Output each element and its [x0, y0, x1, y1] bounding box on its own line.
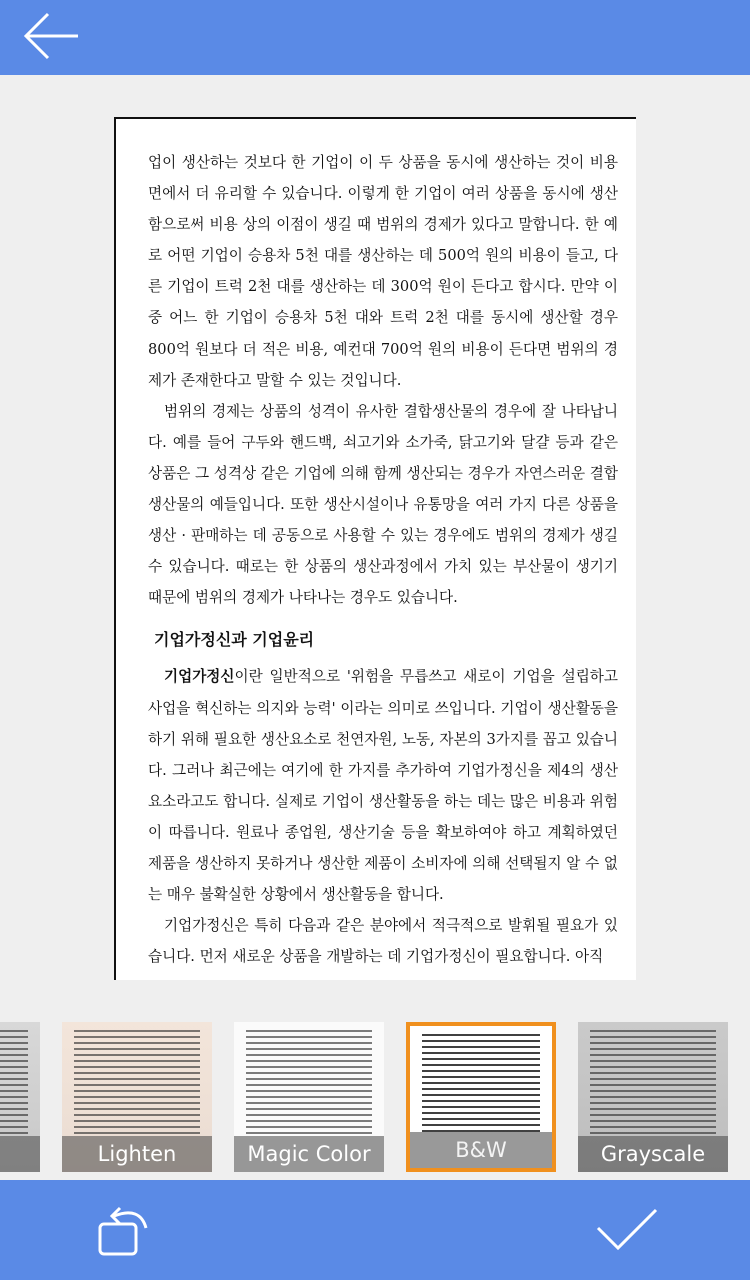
filter-original[interactable]: [0, 1022, 40, 1172]
filter-bw[interactable]: [406, 1022, 556, 1172]
paragraph-4: 기업가정신은 특히 다음과 같은 분야에서 적극적으로 발휘될 필요가 있습니다. 먼저 새로운 상품을 개발하는 데 기업가정신이 필요합니다. 아직: [148, 917, 618, 966]
filter-label: Magic Color: [234, 1136, 384, 1172]
paragraph-3: [148, 661, 618, 910]
top-bar: [0, 0, 750, 75]
bottom-bar: [0, 1180, 750, 1280]
confirm-button[interactable]: [590, 1202, 662, 1258]
filter-label: Lighten: [62, 1136, 212, 1172]
filter-label: B&W: [410, 1132, 552, 1168]
filter-grayscale[interactable]: [578, 1022, 728, 1172]
document-preview: [0, 75, 750, 980]
rotate-button[interactable]: [92, 1198, 158, 1264]
filter-magic-color[interactable]: [234, 1022, 384, 1172]
bold-term: 기업가정신: [164, 668, 235, 686]
rotate-icon: [92, 1198, 158, 1264]
filter-label: Grayscale: [578, 1136, 728, 1172]
back-button[interactable]: [18, 6, 82, 66]
checkmark-icon: [590, 1202, 662, 1258]
paragraph-1: 업이 생산하는 것보다 한 기업이 이 두 상품을 동시에 생산하는 것이 비용면에서 더 유리할 수 있습니다. 이렇게 한 기업이 여러 상품을 동시에 생산함으로써 비용 상의 이점이 생길 때 범위의 경제가 있다고 말합니다. 한 예로 어떤 기업이 승용차 5천 대를 생산하는 데 500억 원의 비용이 들고, 다른 기업이 트럭 2천 대를 생산하는 데 300억 원이 든다고 합시다. 만약 이 중 어느 한 기업이 승용차 5천 대와 트럭 2천 대를 동시에 생산할 경우 800억 원보다 더 적은 비용, 예컨대 700억 원의 비용이 든다면 범위의 경제가 존재한다고 말할 수 있는 것입니다.: [148, 154, 618, 389]
scanned-page: [114, 117, 636, 980]
page-text: [148, 147, 618, 972]
paragraph-3-text: 이란 일반적으로 '위험을 무릅쓰고 새로이 기업을 설립하고 사업을 혁신하는 의지와 능력' 이라는 의미로 쓰입니다. 기업이 생산활동을 하기 위해 필요한 생산요소로 천연자원, 노동, 자본의 3가지를 꼽고 있습니다. 그러나 최근에는 여기에 한 가지를 추가하여 기업가정신을 제4의 생산요소라고도 합니다. 실제로 기업이 생산활동을 하는 데는 많은 비용과 위험이 따릅니다. 원료나 종업원, 생산기술 등을 확보하여야 하고 계획하였던 제품을 생산하지 못하거나 생산한 제품이 소비자에 의해 선택될지 알 수 없는 매우 불확실한 상황에서 생산활동을 합니다.: [148, 668, 618, 904]
section-heading: 기업가정신과 기업윤리: [154, 630, 315, 650]
filter-lighten[interactable]: [62, 1022, 212, 1172]
back-arrow-icon: [18, 6, 82, 66]
filter-strip[interactable]: [0, 980, 750, 1180]
filter-label: [0, 1136, 40, 1172]
paragraph-2: 범위의 경제는 상품의 성격이 유사한 결합생산물의 경우에 잘 나타납니다. 예를 들어 구두와 핸드백, 쇠고기와 소가죽, 닭고기와 달걀 등과 같은 상품은 그 성격상 같은 기업에 의해 함께 생산되는 경우가 자연스러운 결합생산물의 예들입니다. 또한 생산시설이나 유통망을 여러 가지 다른 상품을 생산 · 판매하는 데 공동으로 사용할 수 있는 경우에도 범위의 경제가 생길 수 있습니다. 때로는 한 상품의 생산과정에서 가치 있는 부산물이 생기기 때문에 범위의 경제가 나타나는 경우도 있습니다.: [148, 402, 618, 607]
